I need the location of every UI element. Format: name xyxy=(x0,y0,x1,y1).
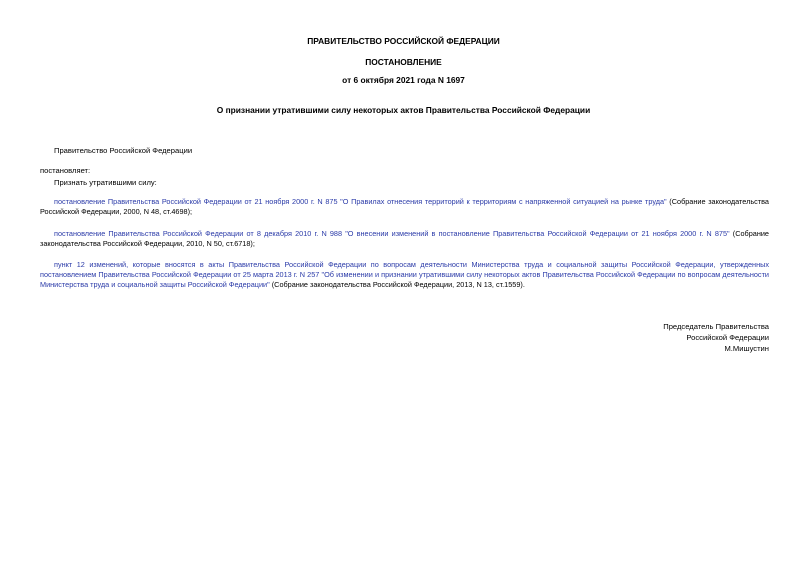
signature-position: Председатель Правительства xyxy=(663,322,769,331)
repealed-item-1 xyxy=(40,197,769,217)
repealed-item-2-source: (Собрание законодательства Российской Федерации, 2010, N 50, ст.6718); xyxy=(40,229,769,249)
government-heading: ПРАВИТЕЛЬСТВО РОССИЙСКОЙ ФЕДЕРАЦИИ xyxy=(307,36,500,46)
repealed-item-3-link[interactable]: пункт 12 изменений, которые вносятся в акты Правительства Российской Федерации по вопросам деятельности Министерства труда и социальной защиты Российской Федерации, утвержденных постановлением Правительства Российской Федерации от 25 марта 2013 г. N 257 "Об изменении и признании утратившими силу некоторых актов Правительства Российской Федерации по вопросам деятельности Министерства труда и социальной защиты Российской Федерации" xyxy=(40,260,769,290)
signature-name: М.Мишустин xyxy=(724,344,769,353)
repealed-item-3 xyxy=(40,260,769,291)
repealed-item-3-source: (Собрание законодательства Российской Федерации, 2013, N 13, ст.1559). xyxy=(269,280,525,290)
intro-text: Правительство Российской Федерации xyxy=(54,146,193,155)
recognize-text: Признать утратившими силу: xyxy=(54,178,157,187)
decides-text: постановляет: xyxy=(40,166,91,175)
repealed-item-2-link[interactable]: постановление Правительства Российской Федерации от 8 декабря 2010 г. N 988 "О внесении изменений в постановление Правительства Российской Федерации от 21 ноября 2000 г. N 875" xyxy=(54,229,730,238)
repealed-item-1-link[interactable]: постановление Правительства Российской Федерации от 21 ноября 2000 г. N 875 "О Правилах отнесения территорий к территориям с напряженной ситуацией на рынке труда" xyxy=(54,197,667,206)
document-date-number: от 6 октября 2021 года N 1697 xyxy=(342,75,465,85)
signature-country: Российской Федерации xyxy=(686,333,769,342)
document-title: О признании утратившими силу некоторых актов Правительства Российской Федерации xyxy=(216,105,591,115)
document-type-heading: ПОСТАНОВЛЕНИЕ xyxy=(365,57,442,67)
repealed-item-1-source: (Собрание законодательства Российской Федерации, 2000, N 48, ст.4698); xyxy=(40,197,769,217)
repealed-item-2 xyxy=(40,229,769,249)
